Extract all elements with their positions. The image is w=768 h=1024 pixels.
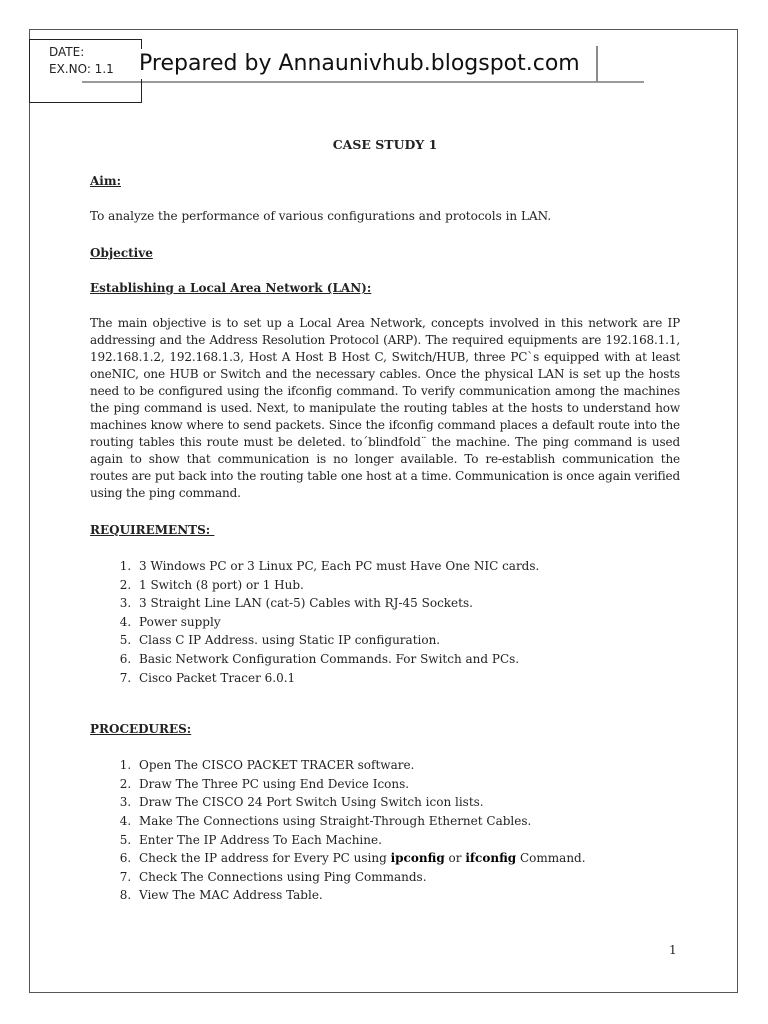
date-exno-box — [29, 39, 142, 103]
requirements-heading: REQUIREMENTS: — [90, 523, 215, 537]
list-item — [135, 849, 680, 868]
procedure-text: or — [444, 851, 466, 866]
requirements-list — [90, 557, 680, 687]
prepared-by-header: Prepared by Annaunivhub.blogspot.com — [139, 49, 584, 79]
list-item: 7. Cisco Packet Tracer 6.0.1 — [135, 669, 680, 688]
list-item: 5. Class C IP Address. using Static IP configuration. — [135, 631, 680, 650]
procedure-text: Check the IP address for Every PC using — [139, 851, 391, 866]
document-body — [90, 136, 680, 905]
list-item: 3. 3 Straight Line LAN (cat-5) Cables with RJ-45 Sockets. — [135, 594, 680, 613]
date-label: DATE: — [49, 45, 85, 59]
objective-heading: Objective — [90, 246, 153, 260]
procedures-heading: PROCEDURES: — [90, 722, 192, 737]
list-item: 1. 3 Windows PC or 3 Linux PC, Each PC must Have One NIC cards. — [135, 557, 680, 576]
list-item: 6. Basic Network Configuration Commands. For Switch and PCs. — [135, 650, 680, 669]
page-number: 1 — [669, 943, 677, 957]
lan-paragraph: The main objective is to set up a Local Area Network, concepts involved in this network are IP addressing and the Address Resolution Protocol (ARP). The required equipments are 192.168.1.1, 192.168.1.2, 192.168.1.3, Host A Host B Host C, Switch/HUB, three PC`s equipped with at least oneNIC, one HUB or Switch and the necessary cables. Once the physical LAN is set up the hosts need to be configured using the ifconfig command. To verify communication among the machines the ping command is used. Next, to manipulate the routing tables at the hosts to understand how machines know where to send packets. Since the ifconfig command places a default route into the routing tables this route must be deleted. to´blindfold¨ the machine. The ping command is used again to show that communication is no longer available. To re-establish communication the routes are put back into the routing table one host at a time. Communication is once again verified using the ping command. — [90, 316, 680, 500]
ifconfig-command: ifconfig — [465, 851, 517, 866]
case-study-title: CASE STUDY 1 — [332, 137, 438, 152]
list-item: 7. Check The Connections using Ping Commands. — [135, 868, 680, 887]
header-vertical-rule — [596, 46, 598, 82]
list-item: 3. Draw The CISCO 24 Port Switch Using Switch icon lists. — [135, 793, 680, 812]
aim-text: To analyze the performance of various configurations and protocols in LAN. — [90, 209, 552, 223]
lan-heading: Establishing a Local Area Network (LAN): — [90, 281, 372, 295]
list-item: 4. Power supply — [135, 613, 680, 632]
list-item: 5. Enter The IP Address To Each Machine. — [135, 831, 680, 850]
aim-heading: Aim: — [90, 174, 121, 188]
exno-label: EX.NO: 1.1 — [49, 62, 114, 76]
list-item: 4. Make The Connections using Straight-Through Ethernet Cables. — [135, 812, 680, 831]
procedure-text: Command. — [516, 851, 586, 866]
list-item: 1. Open The CISCO PACKET TRACER software. — [135, 756, 680, 775]
header-rule — [82, 81, 644, 83]
list-item: 2. Draw The Three PC using End Device Icons. — [135, 775, 680, 794]
ipconfig-command: ipconfig — [390, 851, 445, 866]
list-item: 2. 1 Switch (8 port) or 1 Hub. — [135, 576, 680, 595]
procedures-list — [90, 756, 680, 905]
list-item: 8. View The MAC Address Table. — [135, 886, 680, 905]
